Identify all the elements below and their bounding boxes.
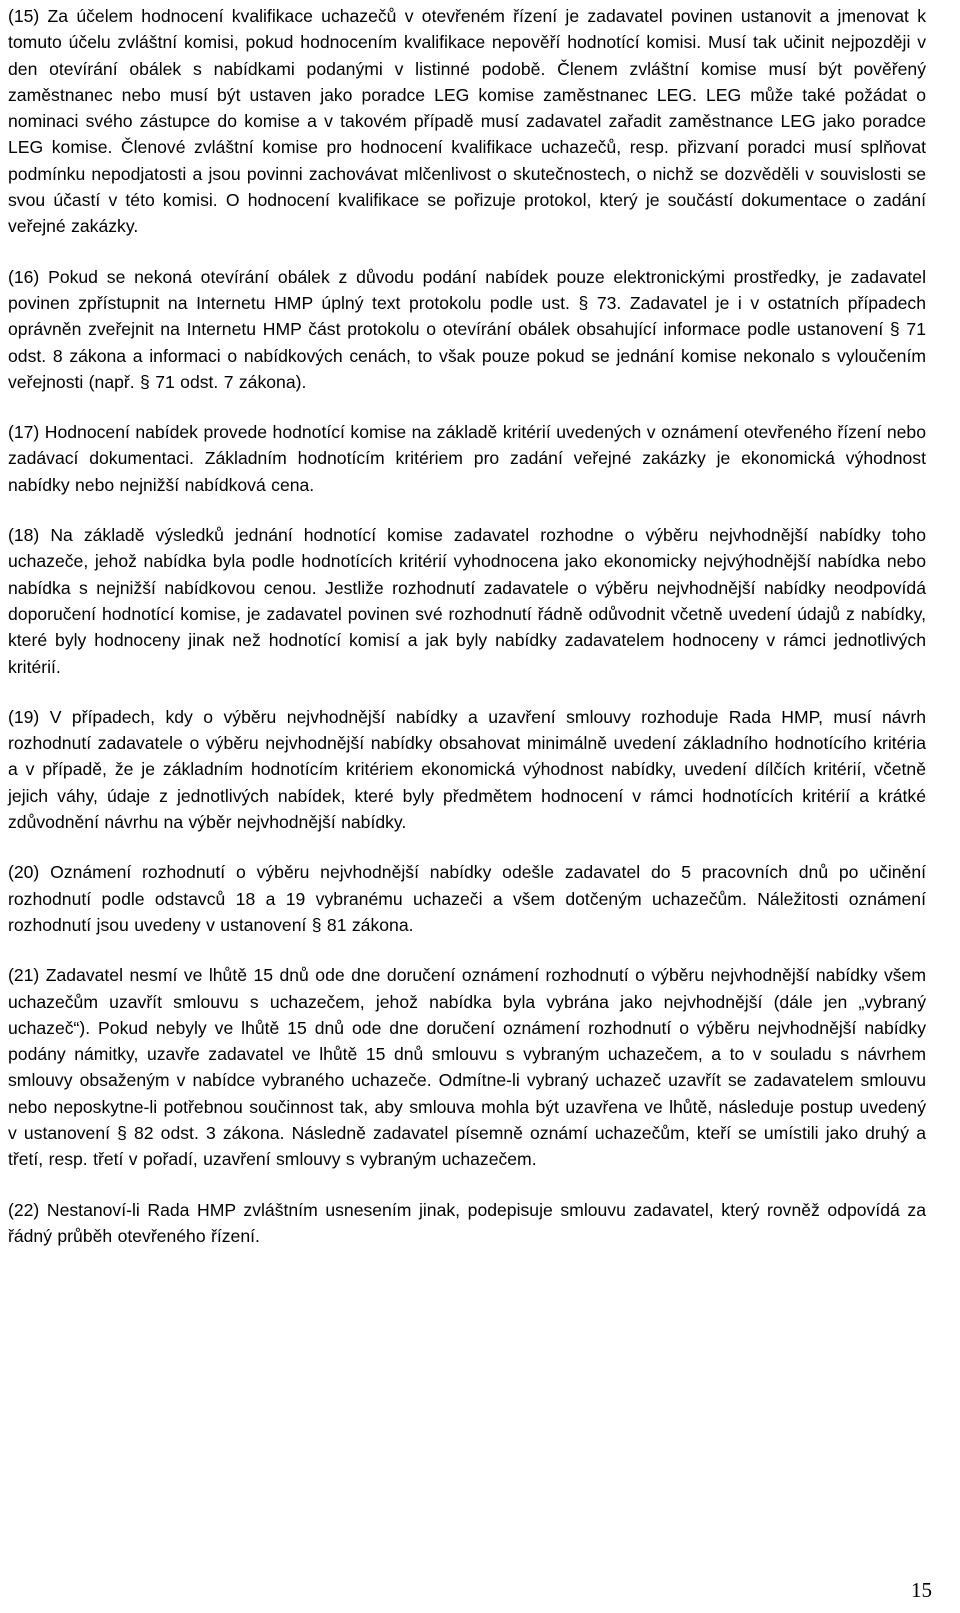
paragraph-19: (19) V případech, kdy o výběru nejvhodnější nabídky a uzavření smlouvy rozhoduje Rada HMP, musí návrh rozhodnutí zadavatele o výběru nejvhodnější nabídky obsahovat minimálně uvedení základního hodnotícího kritéria a v případě, že je základním hodnotícím kritériem ekonomická výhodnost nabídky, uvedení dílčích kritérií, včetně jejich váhy, údaje z jednotlivých nabídek, které byly předmětem hodnocení v rámci hodnotících kritérií a krátké zdůvodnění návrhu na výběr nejvhodnější nabídky.	[8, 706, 926, 833]
paragraph-20: (20) Oznámení rozhodnutí o výběru nejvhodnější nabídky odešle zadavatel do 5 pracovních dnů po učinění rozhodnutí podle odstavců 18 a 19 vybranému uchazeči a všem dotčeným uchazečům. Náležitosti oznámení rozhodnutí jsou uvedeny v ustanovení § 81 zákona.	[8, 862, 926, 935]
paragraph-spacer	[8, 395, 926, 419]
paragraph-22: (22) Nestanoví-li Rada HMP zvláštním usnesením jinak, podepisuje smlouvu zadavatel, který rovněž odpovídá za řádný průběh otevřeného řízení.	[8, 1199, 926, 1246]
page-number: 15	[911, 1578, 932, 1602]
paragraph-spacer	[8, 240, 926, 264]
paragraph-18: (18) Na základě výsledků jednání hodnotící komise zadavatel rozhodne o výběru nejvhodnější nabídky toho uchazeče, jehož nabídka byla podle hodnotících kritérií vyhodnocena jako ekonomicky nejvýhodnější nabídka nebo nabídka s nejnižší nabídkovou cenou. Jestliže rozhodnutí zadavatele o výběru nejvhodnější nabídky neodpovídá doporučení hodnotící komise, je zadavatel povinen své rozhodnutí řádně odůvodnit včetně uvedení údajů z nabídky, které byly hodnoceny jinak než hodnotící komisí a jak byly nabídky zadavatelem hodnoceny v rámci jednotlivých kritérií.	[8, 525, 926, 677]
paragraph-17: (17) Hodnocení nabídek provede hodnotící komise na základě kritérií uvedených v oznámení otevřeného řízení nebo zadávací dokumentaci. Základním hodnotícím kritériem pro zadání veřejné zakázky je ekonomická výhodnost nabídky nebo nejnižší nabídková cena.	[8, 422, 926, 495]
paragraph-spacer	[8, 498, 926, 522]
document-page	[8, 3, 926, 1249]
paragraph-16: (16) Pokud se nekoná otevírání obálek z důvodu podání nabídek pouze elektronickými prostředky, je zadavatel povinen zpřístupnit na Internetu HMP úplný text protokolu podle ust. § 73. Zadavatel je i v ostatních případech oprávněn zveřejnit na Internetu HMP část protokolu o otevírání obálek obsahující informace podle ustanovení § 71 odst. 8 zákona a informaci o nabídkových cenách, to však pouze pokud se jednání komise nekonalo s vyloučením veřejnosti (např. § 71 odst. 7 zákona).	[8, 266, 926, 392]
paragraph-15: (15) Za účelem hodnocení kvalifikace uchazečů v otevřeném řízení je zadavatel povinen ustanovit a jmenovat k tomuto účelu zvláštní komisi, pokud hodnocením kvalifikace nepověří hodnotící komisi. Musí tak učinit nejpozději v den otevírání obálek s nabídkami podanými v listinné podobě. Členem zvláštní komise musí být pověřený zaměstnanec nebo musí být ustaven jako poradce LEG komise zaměstnanec LEG. LEG může také požádat o nominaci svého zástupce do komise a v takovém případě musí zadavatel zařadit zaměstnance LEG jako poradce LEG komise. Členové zvláštní komise pro hodnocení kvalifikace uchazečů, resp. přizvaní poradci musí splňovat podmínku nepodjatosti a jsou povinni zachovávat mlčenlivost o skutečnostech, o nichž se dozvěděli v souvislosti se svou účastí v této komisi. O hodnocení kvalifikace se pořizuje protokol, který je součástí dokumentace o zadání veřejné zakázky.	[8, 6, 926, 237]
paragraph-spacer	[8, 835, 926, 859]
paragraph-21: (21) Zadavatel nesmí ve lhůtě 15 dnů ode dne doručení oznámení rozhodnutí o výběru nejvhodnější nabídky všem uchazečům uzavřít smlouvu s uchazečem, jehož nabídka byla vybrána jako nejvhodnější (dále jen „vybraný uchazeč“). Pokud nebyly ve lhůtě 15 dnů ode dne doručení oznámení rozhodnutí o výběru nejvhodnější nabídky podány námitky, uzavře zadavatel ve lhůtě 15 dnů smlouvu s vybraným uchazečem, a to v souladu s návrhem smlouvy obsaženým v nabídce vybraného uchazeče. Odmítne-li vybraný uchazeč uzavřít se zadavatelem smlouvu nebo neposkytne-li potřebnou součinnost tak, aby smlouva mohla být uzavřena ve lhůtě, následuje postup uvedený v ustanovení § 82 odst. 3 zákona. Následně zadavatel písemně oznámí uchazečům, kteří se umístili jako druhý a třetí, resp. třetí v pořadí, uzavření smlouvy s vybraným uchazečem.	[8, 965, 926, 1170]
paragraph-spacer	[8, 1173, 926, 1197]
paragraph-spacer	[8, 938, 926, 962]
paragraph-spacer	[8, 680, 926, 704]
